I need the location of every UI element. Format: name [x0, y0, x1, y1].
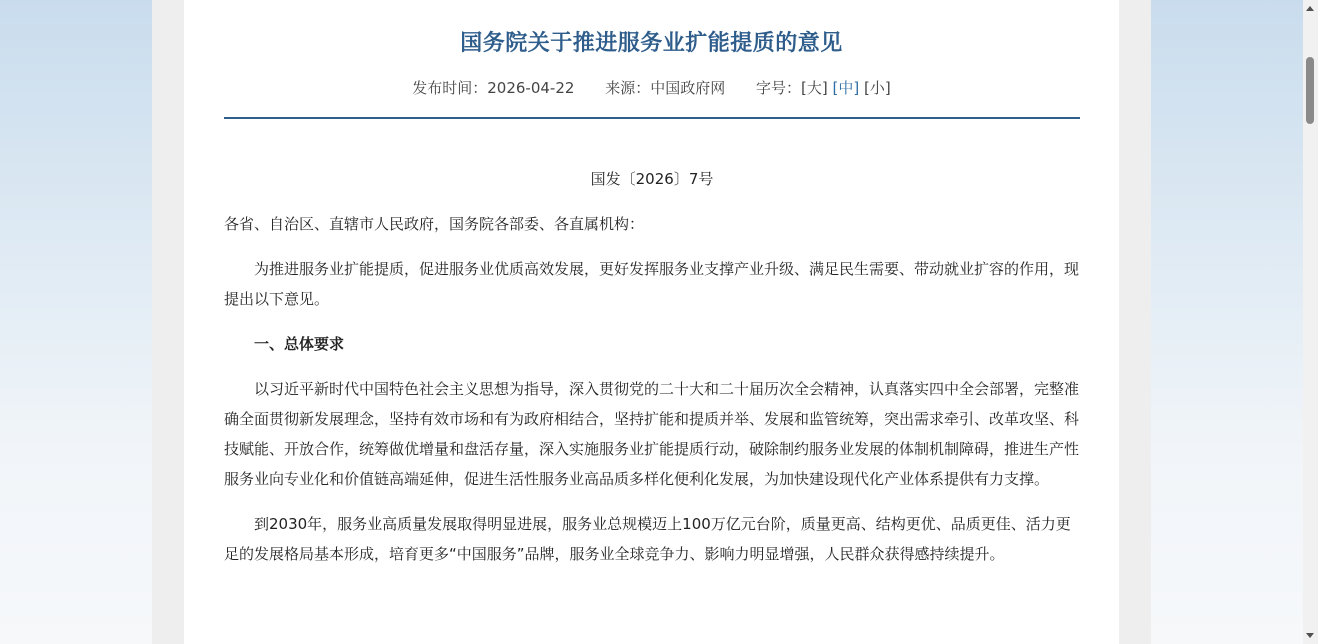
font-size-large-link[interactable]: [大]	[801, 79, 828, 97]
font-size-medium-link[interactable]: [中]	[832, 79, 860, 97]
source-name: 中国政府网	[650, 79, 726, 97]
addressee: 各省、自治区、直辖市人民政府，国务院各部委、各直属机构：	[224, 215, 645, 233]
scrollbar-thumb[interactable]	[1306, 57, 1314, 124]
left-margin	[152, 0, 184, 644]
vertical-scrollbar[interactable]	[1303, 0, 1318, 644]
title-divider	[224, 117, 1080, 119]
source-info	[605, 79, 725, 97]
scroll-down-arrow-icon[interactable]	[1306, 633, 1314, 638]
font-size-small-link[interactable]: [小]	[864, 79, 891, 97]
font-size-controls	[756, 79, 891, 97]
article-body	[224, 162, 1080, 569]
intro-paragraph: 为推进服务业扩能提质，促进服务业优质高效发展，更好发挥服务业支撑产业升级、满足民生需要、带动就业扩容的作用，现提出以下意见。	[224, 260, 1080, 308]
publish-info	[412, 79, 574, 97]
section-heading: 一、总体要求	[254, 335, 345, 353]
font-size-label: 字号：	[756, 79, 802, 97]
document-number: 国发〔2026〕7号	[590, 170, 714, 188]
article-page	[184, 0, 1119, 644]
right-margin	[1119, 0, 1151, 644]
source-label: 来源：	[605, 79, 651, 97]
publish-date: 2026-04-22	[487, 79, 575, 97]
scroll-up-arrow-icon[interactable]	[1306, 6, 1314, 11]
body-paragraph: 以习近平新时代中国特色社会主义思想为指导，深入贯彻党的二十大和二十届历次全会精神，认真落实四中全会部署，完整准确全面贯彻新发展理念，坚持有效市场和有为政府相结合，坚持扩能和提质并举、发展和监管统筹，突出需求牵引、改革攻坚、科技赋能、开放合作，统筹做优增量和盘活存量，深入实施服务业扩能提质行动，破除制约服务业发展的体制机制障碍，推进生产性服务业向专业化和价值链高端延伸，促进生活性服务业高品质多样化便利化发展，为加快建设现代化产业体系提供有力支撑。	[224, 380, 1080, 488]
article-meta	[184, 77, 1119, 98]
article-title: 国务院关于推进服务业扩能提质的意见	[460, 31, 843, 56]
publish-label: 发布时间：	[412, 79, 488, 97]
body-paragraph: 到2030年，服务业高质量发展取得明显进展，服务业总规模迈上100万亿元台阶，质量更高、结构更优、品质更佳、活力更足的发展格局基本形成，培育更多“中国服务”品牌，服务业全球竞争力、影响力明显增强，人民群众获得感持续提升。	[224, 515, 1071, 563]
